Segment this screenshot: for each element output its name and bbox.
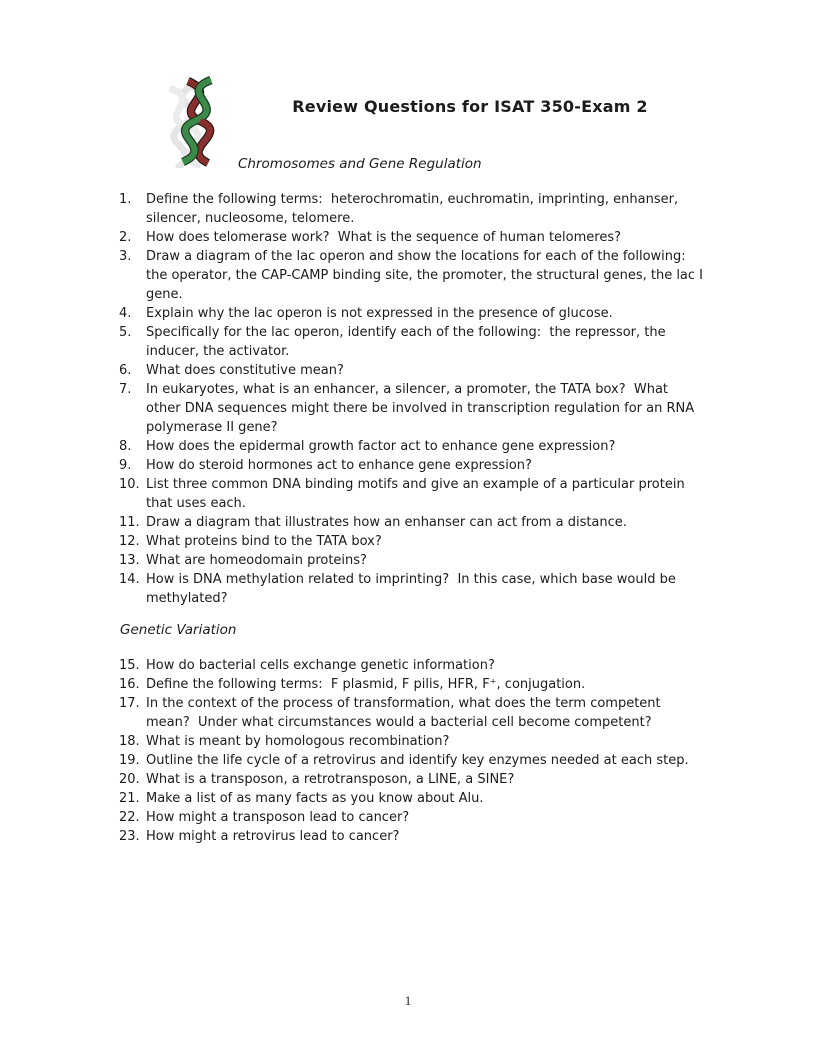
question-list-genetic-variation (118, 656, 706, 846)
question-text: How is DNA methylation related to imprinting? In this case, which base would be methylated? (146, 572, 681, 606)
question-text: What proteins bind to the TATA box? (146, 534, 382, 549)
question-text: List three common DNA binding motifs and give an example of a particular protein that uses each. (146, 477, 689, 511)
list-item (118, 380, 706, 437)
list-item (118, 675, 706, 694)
list-item (118, 751, 706, 770)
list-item (118, 361, 706, 380)
question-number: 2. (119, 230, 132, 245)
question-text: How do bacterial cells exchange genetic information? (146, 658, 495, 673)
list-item (118, 656, 706, 675)
question-text: Draw a diagram of the lac operon and show the locations for each of the following: the operator, the CAP-CAMP binding site, the promoter, the structural genes, the lac I gene. (146, 249, 708, 302)
question-text: Explain why the lac operon is not expressed in the presence of glucose. (146, 306, 613, 321)
list-item (118, 532, 706, 551)
question-number: 4. (119, 306, 132, 321)
dna-helix-icon (148, 76, 244, 168)
question-text: How might a retrovirus lead to cancer? (146, 829, 400, 844)
list-item (118, 304, 706, 323)
question-number: 1. (119, 192, 132, 207)
question-number: 13. (119, 553, 140, 568)
question-number: 14. (119, 572, 140, 587)
question-number: 10. (119, 477, 140, 492)
question-text: What are homeodomain proteins? (146, 553, 367, 568)
question-number: 11. (119, 515, 140, 530)
list-item (118, 827, 706, 846)
question-number: 23. (119, 829, 140, 844)
question-number: 15. (119, 658, 140, 673)
question-number: 20. (119, 772, 140, 787)
section-heading-genetic-variation: Genetic Variation (120, 622, 237, 638)
list-item (118, 247, 706, 304)
page-number: 1 (404, 993, 412, 1008)
question-number: 22. (119, 810, 140, 825)
list-item (118, 789, 706, 808)
question-text: What does constitutive mean? (146, 363, 344, 378)
question-number: 19. (119, 753, 140, 768)
list-item (118, 808, 706, 827)
section-heading-chromosomes: Chromosomes and Gene Regulation (238, 156, 482, 172)
question-number: 7. (119, 382, 132, 397)
list-item (118, 437, 706, 456)
list-item (118, 228, 706, 247)
question-text: How do steroid hormones act to enhance gene expression? (146, 458, 532, 473)
list-item (118, 475, 706, 513)
list-item (118, 513, 706, 532)
list-item (118, 770, 706, 789)
question-number: 21. (119, 791, 140, 806)
question-number: 17. (119, 696, 140, 711)
list-item (118, 694, 706, 732)
question-text: Outline the life cycle of a retrovirus and identify key enzymes needed at each step. (146, 753, 689, 768)
question-list-chromosomes (118, 190, 706, 608)
list-item (118, 323, 706, 361)
question-number: 8. (119, 439, 132, 454)
question-text: Define the following terms: F plasmid, F pilis, HFR, F⁺, conjugation. (146, 677, 586, 692)
question-text: What is meant by homologous recombination? (146, 734, 450, 749)
list-item (118, 570, 706, 608)
page-title: Review Questions for ISAT 350-Exam 2 (292, 97, 648, 116)
question-number: 3. (119, 249, 132, 264)
question-text: How does telomerase work? What is the sequence of human telomeres? (146, 230, 622, 245)
list-item (118, 456, 706, 475)
list-item (118, 551, 706, 570)
question-text: Make a list of as many facts as you know about Alu. (146, 791, 484, 806)
question-text: In the context of the process of transformation, what does the term competent mean? Under what circumstances would a bacterial cell become competent? (146, 696, 665, 730)
question-text: Specifically for the lac operon, identify each of the following: the repressor, the inducer, the activator. (146, 325, 670, 359)
question-number: 12. (119, 534, 140, 549)
question-number: 16. (119, 677, 140, 692)
question-text: What is a transposon, a retrotransposon, a LINE, a SINE? (146, 772, 515, 787)
question-text: Define the following terms: heterochromatin, euchromatin, imprinting, enhanser, silencer, nucleosome, telomere. (146, 192, 683, 226)
question-text: Draw a diagram that illustrates how an enhanser can act from a distance. (146, 515, 627, 530)
question-number: 9. (119, 458, 132, 473)
question-text: In eukaryotes, what is an enhancer, a silencer, a promoter, the TATA box? What other DNA sequences might there be involved in transcription regulation for an RNA polymerase II gene? (146, 382, 699, 435)
list-item (118, 190, 706, 228)
question-text: How might a transposon lead to cancer? (146, 810, 410, 825)
question-number: 6. (119, 363, 132, 378)
question-number: 18. (119, 734, 140, 749)
question-text: How does the epidermal growth factor act to enhance gene expression? (146, 439, 616, 454)
question-number: 5. (119, 325, 132, 340)
list-item (118, 732, 706, 751)
